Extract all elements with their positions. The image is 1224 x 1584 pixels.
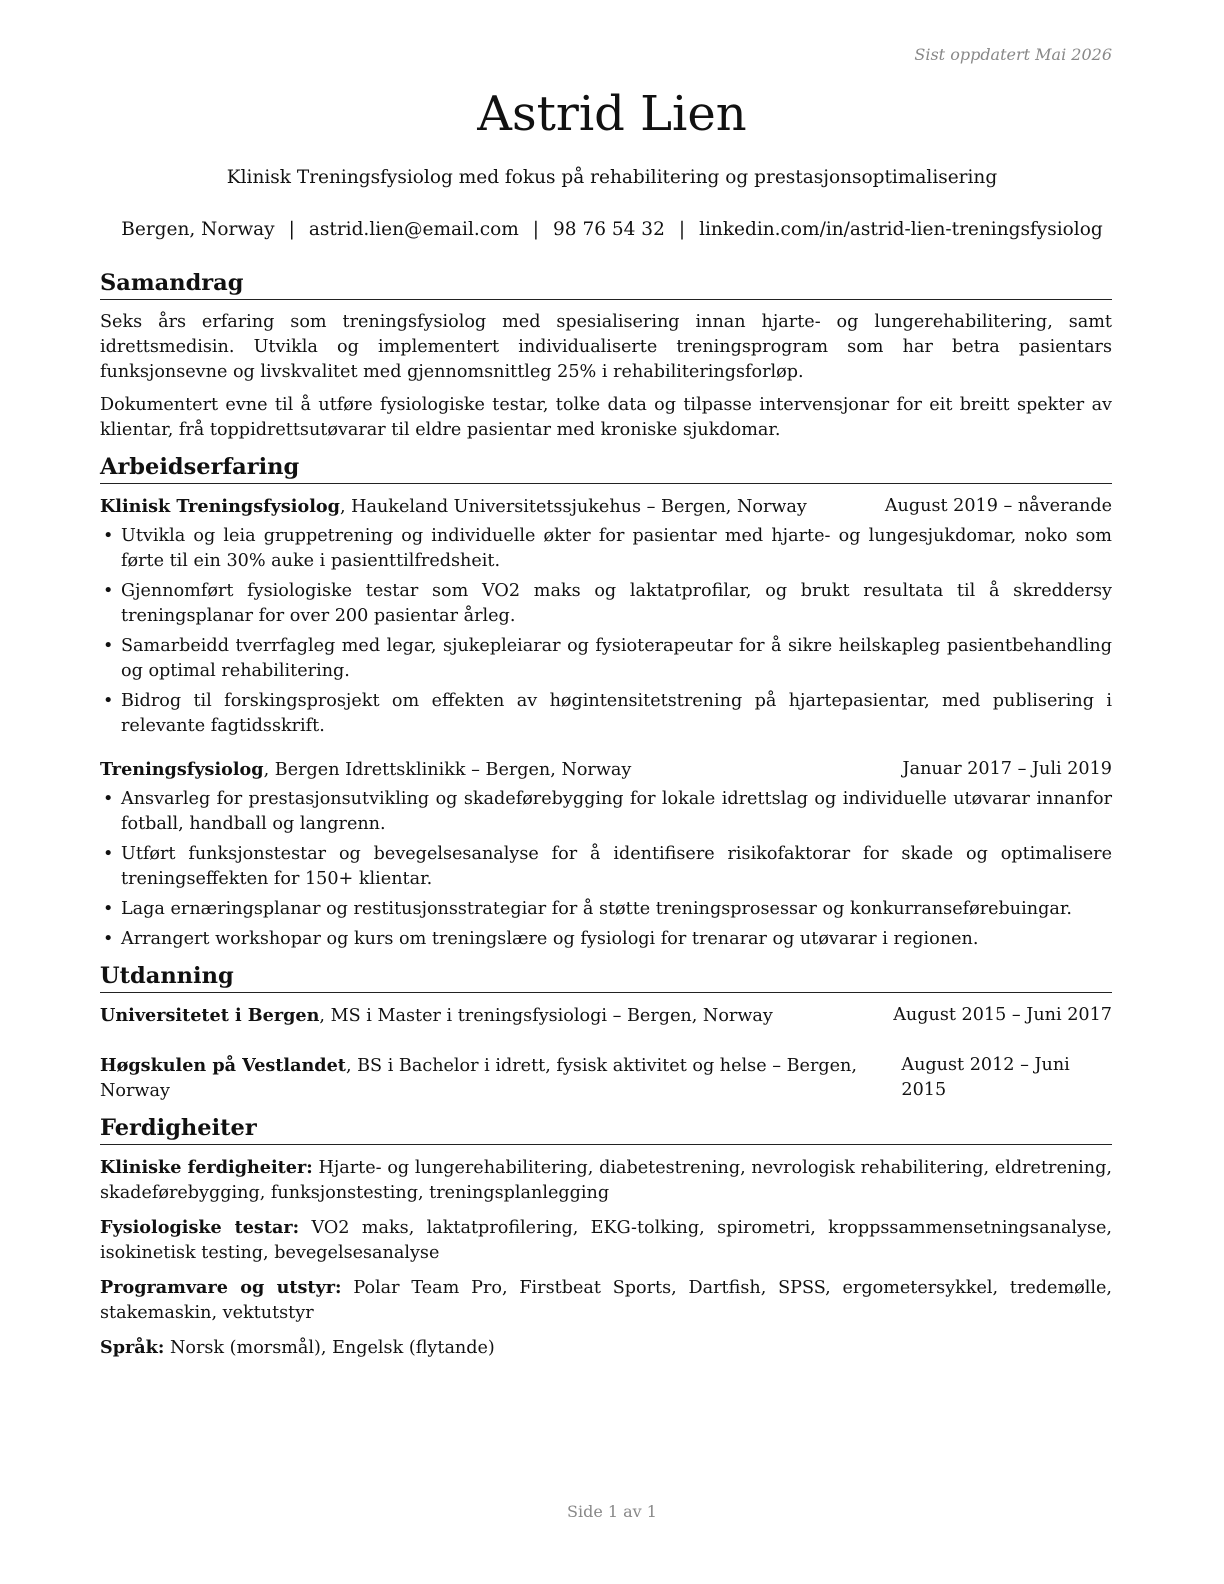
job-header bbox=[100, 494, 1112, 520]
bullet-text: Bidrog til forskingsprosjekt om effekten av høgintensitetstrening på hjartepasientar, med publisering i relevante fagtidsskrift. bbox=[121, 691, 1112, 736]
bullet-text: Gjennomført fysiologiske testar som VO2 maks og laktatprofilar, og brukt resultata til å skreddersy treningsplanar for over 200 pasientar årleg. bbox=[121, 581, 1112, 626]
job-dates: August 2019 – nåverande bbox=[884, 496, 1112, 516]
job-title: Klinisk Treningsfysiolog bbox=[100, 496, 340, 517]
job-header bbox=[100, 757, 1112, 783]
summary-paragraph: Seks års erfaring som treningsfysiolog med spesialisering innan hjarte- og lungerehabilitering, samt idrettsmedisin. Utvikla og implementert individualiserte treningsprogram som har betra pasientars funksjonsevne og livskvalitet med gjennomsnittleg 25% i rehabiliteringsforløp. bbox=[100, 312, 1112, 382]
education-entry bbox=[100, 1053, 1112, 1104]
education-school: Høgskulen på Vestlandet bbox=[100, 1055, 346, 1076]
contact-separator: | bbox=[532, 219, 540, 240]
skill-label: Fysiologiske testar: bbox=[100, 1217, 300, 1238]
job-bullets bbox=[100, 787, 1112, 952]
skill-text: Polar Team Pro, Firstbeat Sports, Dartfish, SPSS, ergometersykkel, tredemølle, stakemaskin, vektutstyr bbox=[100, 1278, 1112, 1323]
contact-separator: | bbox=[678, 219, 686, 240]
summary-section bbox=[100, 269, 1112, 443]
job-organization: , Bergen Idrettsklinikk – Bergen, Norway bbox=[263, 760, 632, 780]
education-school: Universitetet i Bergen bbox=[100, 1005, 320, 1026]
bullet-text: Laga ernæringsplanar og restitusjonsstrategiar for å støtte treningsprosessar og konkurranseførebuingar. bbox=[121, 899, 1072, 919]
education-dates: August 2015 – Juni 2017 bbox=[893, 1005, 1112, 1025]
bullet-item bbox=[100, 842, 1112, 892]
education-section bbox=[100, 962, 1112, 1104]
bullet-icon: • bbox=[103, 929, 114, 949]
bullet-item bbox=[100, 524, 1112, 574]
bullet-item bbox=[100, 579, 1112, 629]
bullet-text: Arrangert workshopar og kurs om treningslære og fysiologi for trenarar og utøvarar i regionen. bbox=[121, 929, 979, 949]
job-entry bbox=[100, 757, 1112, 952]
contact-location: Bergen, Norway bbox=[121, 219, 275, 240]
bullet-text: Samarbeidd tverrfagleg med legar, sjukepleiarar og fysioterapeutar for å sikre heilskapleg pasientbehandling og optimal rehabilitering. bbox=[121, 636, 1112, 681]
bullet-icon: • bbox=[103, 789, 114, 809]
skill-line bbox=[100, 1275, 1112, 1326]
bullet-icon: • bbox=[103, 636, 114, 656]
job-dates: Januar 2017 – Juli 2019 bbox=[902, 759, 1112, 779]
job-organization: , Haukeland Universitetssjukehus – Bergen, Norway bbox=[339, 497, 807, 517]
bullet-item bbox=[100, 897, 1112, 922]
summary-heading: Samandrag bbox=[100, 269, 1112, 300]
education-heading: Utdanning bbox=[100, 962, 1112, 993]
tagline: Klinisk Treningsfysiolog med fokus på rehabilitering og prestasjonsoptimalisering bbox=[226, 167, 998, 188]
skill-text: VO2 maks, laktatprofilering, EKG-tolking, spirometri, kroppssammensetningsanalyse, isokinetisk testing, bevegelsesanalyse bbox=[100, 1218, 1112, 1263]
experience-heading: Arbeidserfaring bbox=[100, 453, 1112, 484]
experience-section bbox=[100, 453, 1112, 952]
bullet-item bbox=[100, 689, 1112, 739]
bullet-icon: • bbox=[103, 581, 114, 601]
education-detail: , BS i Bachelor i idrett, fysisk aktivitet og helse – Bergen, Norway bbox=[100, 1056, 857, 1101]
education-dates: August 2012 – Juni 2015 bbox=[901, 1055, 1070, 1100]
skill-text: Norsk (morsmål), Engelsk (flytande) bbox=[164, 1338, 495, 1358]
bullet-text: Utført funksjonstestar og bevegelsesanalyse for å identifisere risikofaktorar for skade og optimalisere treningseffekten for 150+ klientar. bbox=[121, 844, 1112, 889]
last-updated-text: Sist oppdatert Mai 2026 bbox=[914, 45, 1112, 64]
skill-line bbox=[100, 1155, 1112, 1206]
bullet-icon: • bbox=[103, 844, 114, 864]
contact-separator: | bbox=[288, 219, 295, 240]
bullet-item bbox=[100, 927, 1112, 952]
education-detail: , MS i Master i treningsfysiologi – Bergen, Norway bbox=[319, 1006, 773, 1026]
resume-body bbox=[100, 269, 1112, 1371]
skill-label: Språk: bbox=[100, 1337, 165, 1358]
skills-section bbox=[100, 1114, 1112, 1361]
bullet-item bbox=[100, 787, 1112, 837]
candidate-name: Astrid Lien bbox=[477, 86, 747, 142]
skill-label: Kliniske ferdigheiter: bbox=[100, 1157, 313, 1178]
job-title: Treningsfysiolog bbox=[100, 759, 264, 780]
skill-text: Hjarte- og lungerehabilitering, diabetestrening, nevrologisk rehabilitering, eldretrening, skadeførebygging, funksjonstesting, treningsplanlegging bbox=[100, 1158, 1112, 1203]
page-number: Side 1 av 1 bbox=[567, 1502, 657, 1521]
contact-line bbox=[0, 219, 1224, 240]
bullet-text: Ansvarleg for prestasjonsutvikling og skadeførebygging for lokale idrettslag og individuelle utøvarar innanfor fotball, handball og langrenn. bbox=[121, 789, 1112, 834]
skill-line bbox=[100, 1215, 1112, 1266]
skill-label: Programvare og utstyr: bbox=[100, 1277, 342, 1298]
bullet-icon: • bbox=[103, 691, 114, 711]
contact-phone: 98 76 54 32 bbox=[553, 219, 665, 240]
contact-email[interactable]: astrid.lien@email.com bbox=[308, 219, 519, 240]
bullet-icon: • bbox=[103, 899, 114, 919]
summary-paragraph: Dokumentert evne til å utføre fysiologiske testar, tolke data og tilpasse intervensjonar for eit breitt spekter av klientar, frå toppidrettsutøvarar til eldre pasientar med kroniske sjukdomar. bbox=[100, 395, 1112, 440]
job-bullets bbox=[100, 524, 1112, 739]
skill-line bbox=[100, 1335, 1112, 1361]
contact-linkedin[interactable]: linkedin.com/in/astrid-lien-treningsfysiolog bbox=[699, 219, 1103, 240]
bullet-icon: • bbox=[103, 526, 114, 546]
job-entry bbox=[100, 494, 1112, 739]
bullet-item bbox=[100, 634, 1112, 684]
bullet-text: Utvikla og leia gruppetrening og individuelle økter for pasientar med hjarte- og lungesjukdomar, noko som førte til ein 30% auke i pasienttilfredsheit. bbox=[121, 526, 1112, 571]
skills-heading: Ferdigheiter bbox=[100, 1114, 1112, 1145]
education-entry bbox=[100, 1003, 1112, 1029]
